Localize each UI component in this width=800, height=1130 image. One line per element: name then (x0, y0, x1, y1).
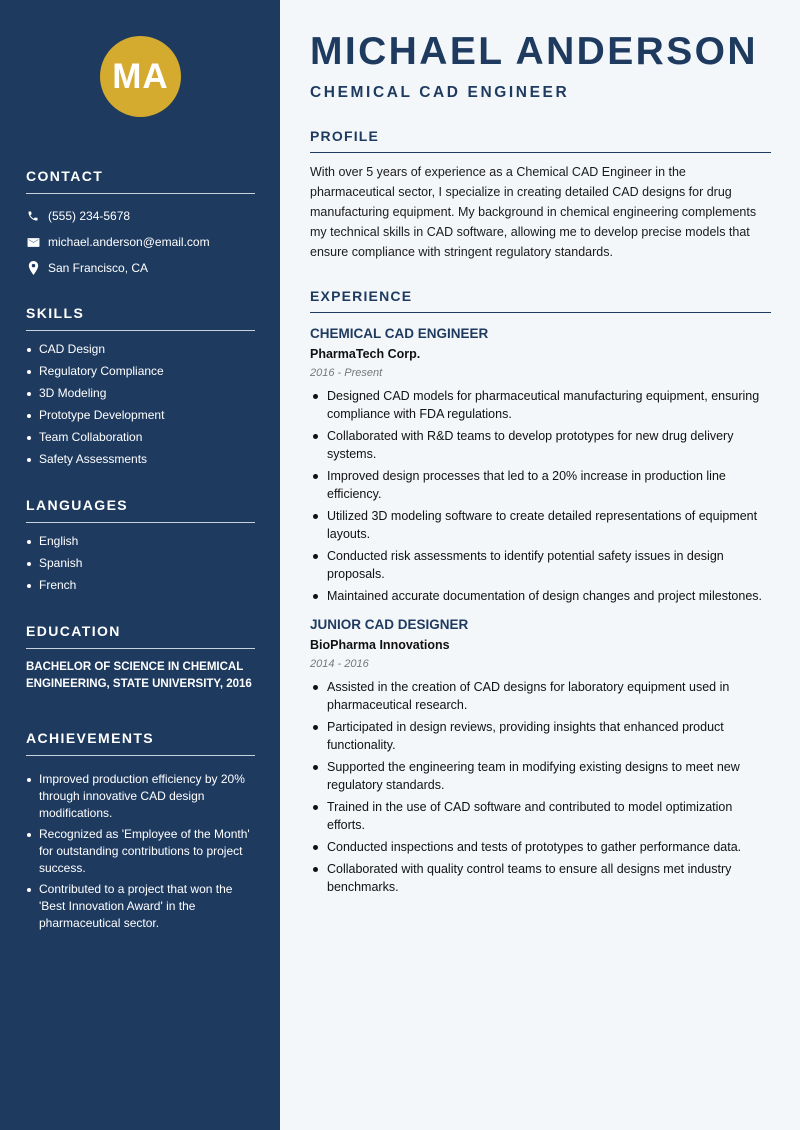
profile-text: With over 5 years of experience as a Chemical CAD Engineer in the pharmaceutical sector, I specialize in creating detailed CAD designs for drug manufacturing equipment. My background in chemical engineering complements my technical skills in CAD software, allowing me to develop precise models that ensure compliance with stringent regulatory standards. (310, 165, 757, 259)
job-bullet: Supported the engineering team in modifying existing designs to meet new regulatory standards. (310, 758, 771, 794)
languages-heading: LANGUAGES (26, 497, 255, 523)
job-role: CHEMICAL CAD ENGINEER (310, 326, 489, 341)
job-dates: 2014 - 2016 (310, 658, 369, 670)
contact-phone (26, 203, 255, 229)
experience-heading: EXPERIENCE (310, 288, 771, 313)
job-bullet: Maintained accurate documentation of design changes and project milestones. (310, 587, 771, 605)
sidebar (0, 0, 280, 1130)
skill-item: Prototype Development (26, 407, 255, 424)
job-bullet: Assisted in the creation of CAD designs for laboratory equipment used in pharmaceutical research. (310, 678, 771, 714)
contact-location-text: San Francisco, CA (48, 261, 149, 275)
education-heading: EDUCATION (26, 623, 255, 649)
contact-heading: CONTACT (26, 168, 255, 194)
skill-item: 3D Modeling (26, 385, 255, 402)
job-bullet: Participated in design reviews, providing insights that enhanced product functionality. (310, 718, 771, 754)
profile-section (310, 128, 771, 262)
job-role: JUNIOR CAD DESIGNER (310, 617, 469, 632)
job-bullet: Trained in the use of CAD software and contributed to model optimization efforts. (310, 798, 771, 834)
job-bullet: Conducted inspections and tests of prototypes to gather performance data. (310, 838, 771, 856)
job-bullet: Conducted risk assessments to identify potential safety issues in design proposals. (310, 547, 771, 583)
skills-section (26, 305, 255, 473)
job-bullet: Utilized 3D modeling software to create detailed representations of equipment layouts. (310, 507, 771, 543)
job-bullet: Collaborated with quality control teams to ensure all designs met industry benchmarks. (310, 860, 771, 896)
achievements-section (26, 730, 255, 936)
skill-item: Team Collaboration (26, 429, 255, 446)
avatar: MA (100, 36, 181, 117)
location-pin-icon (26, 261, 40, 275)
contact-location (26, 255, 255, 281)
language-item: French (26, 577, 255, 594)
contact-section (26, 168, 255, 281)
education-degree: BACHELOR OF SCIENCE IN CHEMICAL ENGINEERING, STATE UNIVERSITY, 2016 (26, 661, 252, 690)
contact-phone-text: (555) 234-5678 (48, 209, 131, 223)
skill-item: Safety Assessments (26, 451, 255, 468)
job-company: BioPharma Innovations (310, 638, 450, 652)
skill-item: Regulatory Compliance (26, 363, 255, 380)
mail-icon (26, 235, 40, 249)
job-entry (310, 326, 771, 605)
languages-section (26, 497, 255, 599)
achievement-item: Contributed to a project that won the 'Best Innovation Award' in the pharmaceutical sector. (26, 881, 255, 932)
job-bullet: Collaborated with R&D teams to develop prototypes for new drug delivery systems. (310, 427, 771, 463)
job-bullet: Designed CAD models for pharmaceutical manufacturing equipment, ensuring compliance with FDA regulations. (310, 387, 771, 423)
phone-icon (26, 209, 40, 223)
language-item: Spanish (26, 555, 255, 572)
achievement-item: Recognized as 'Employee of the Month' for outstanding contributions to project success. (26, 826, 255, 877)
experience-section (310, 288, 771, 900)
candidate-title: CHEMICAL CAD ENGINEER (310, 84, 570, 101)
job-company: PharmaTech Corp. (310, 347, 421, 361)
contact-email (26, 229, 255, 255)
profile-heading: PROFILE (310, 128, 771, 153)
skill-item: CAD Design (26, 341, 255, 358)
candidate-name: MICHAEL ANDERSON (310, 30, 758, 73)
achievement-item: Improved production efficiency by 20% through innovative CAD design modifications. (26, 771, 255, 822)
contact-email-text: michael.anderson@email.com (48, 235, 210, 249)
language-item: English (26, 533, 255, 550)
job-dates: 2016 - Present (310, 367, 383, 379)
skills-heading: SKILLS (26, 305, 255, 331)
job-bullet: Improved design processes that led to a 20% increase in production line efficiency. (310, 467, 771, 503)
education-section (26, 623, 255, 693)
job-entry (310, 617, 771, 896)
achievements-heading: ACHIEVEMENTS (26, 730, 255, 756)
